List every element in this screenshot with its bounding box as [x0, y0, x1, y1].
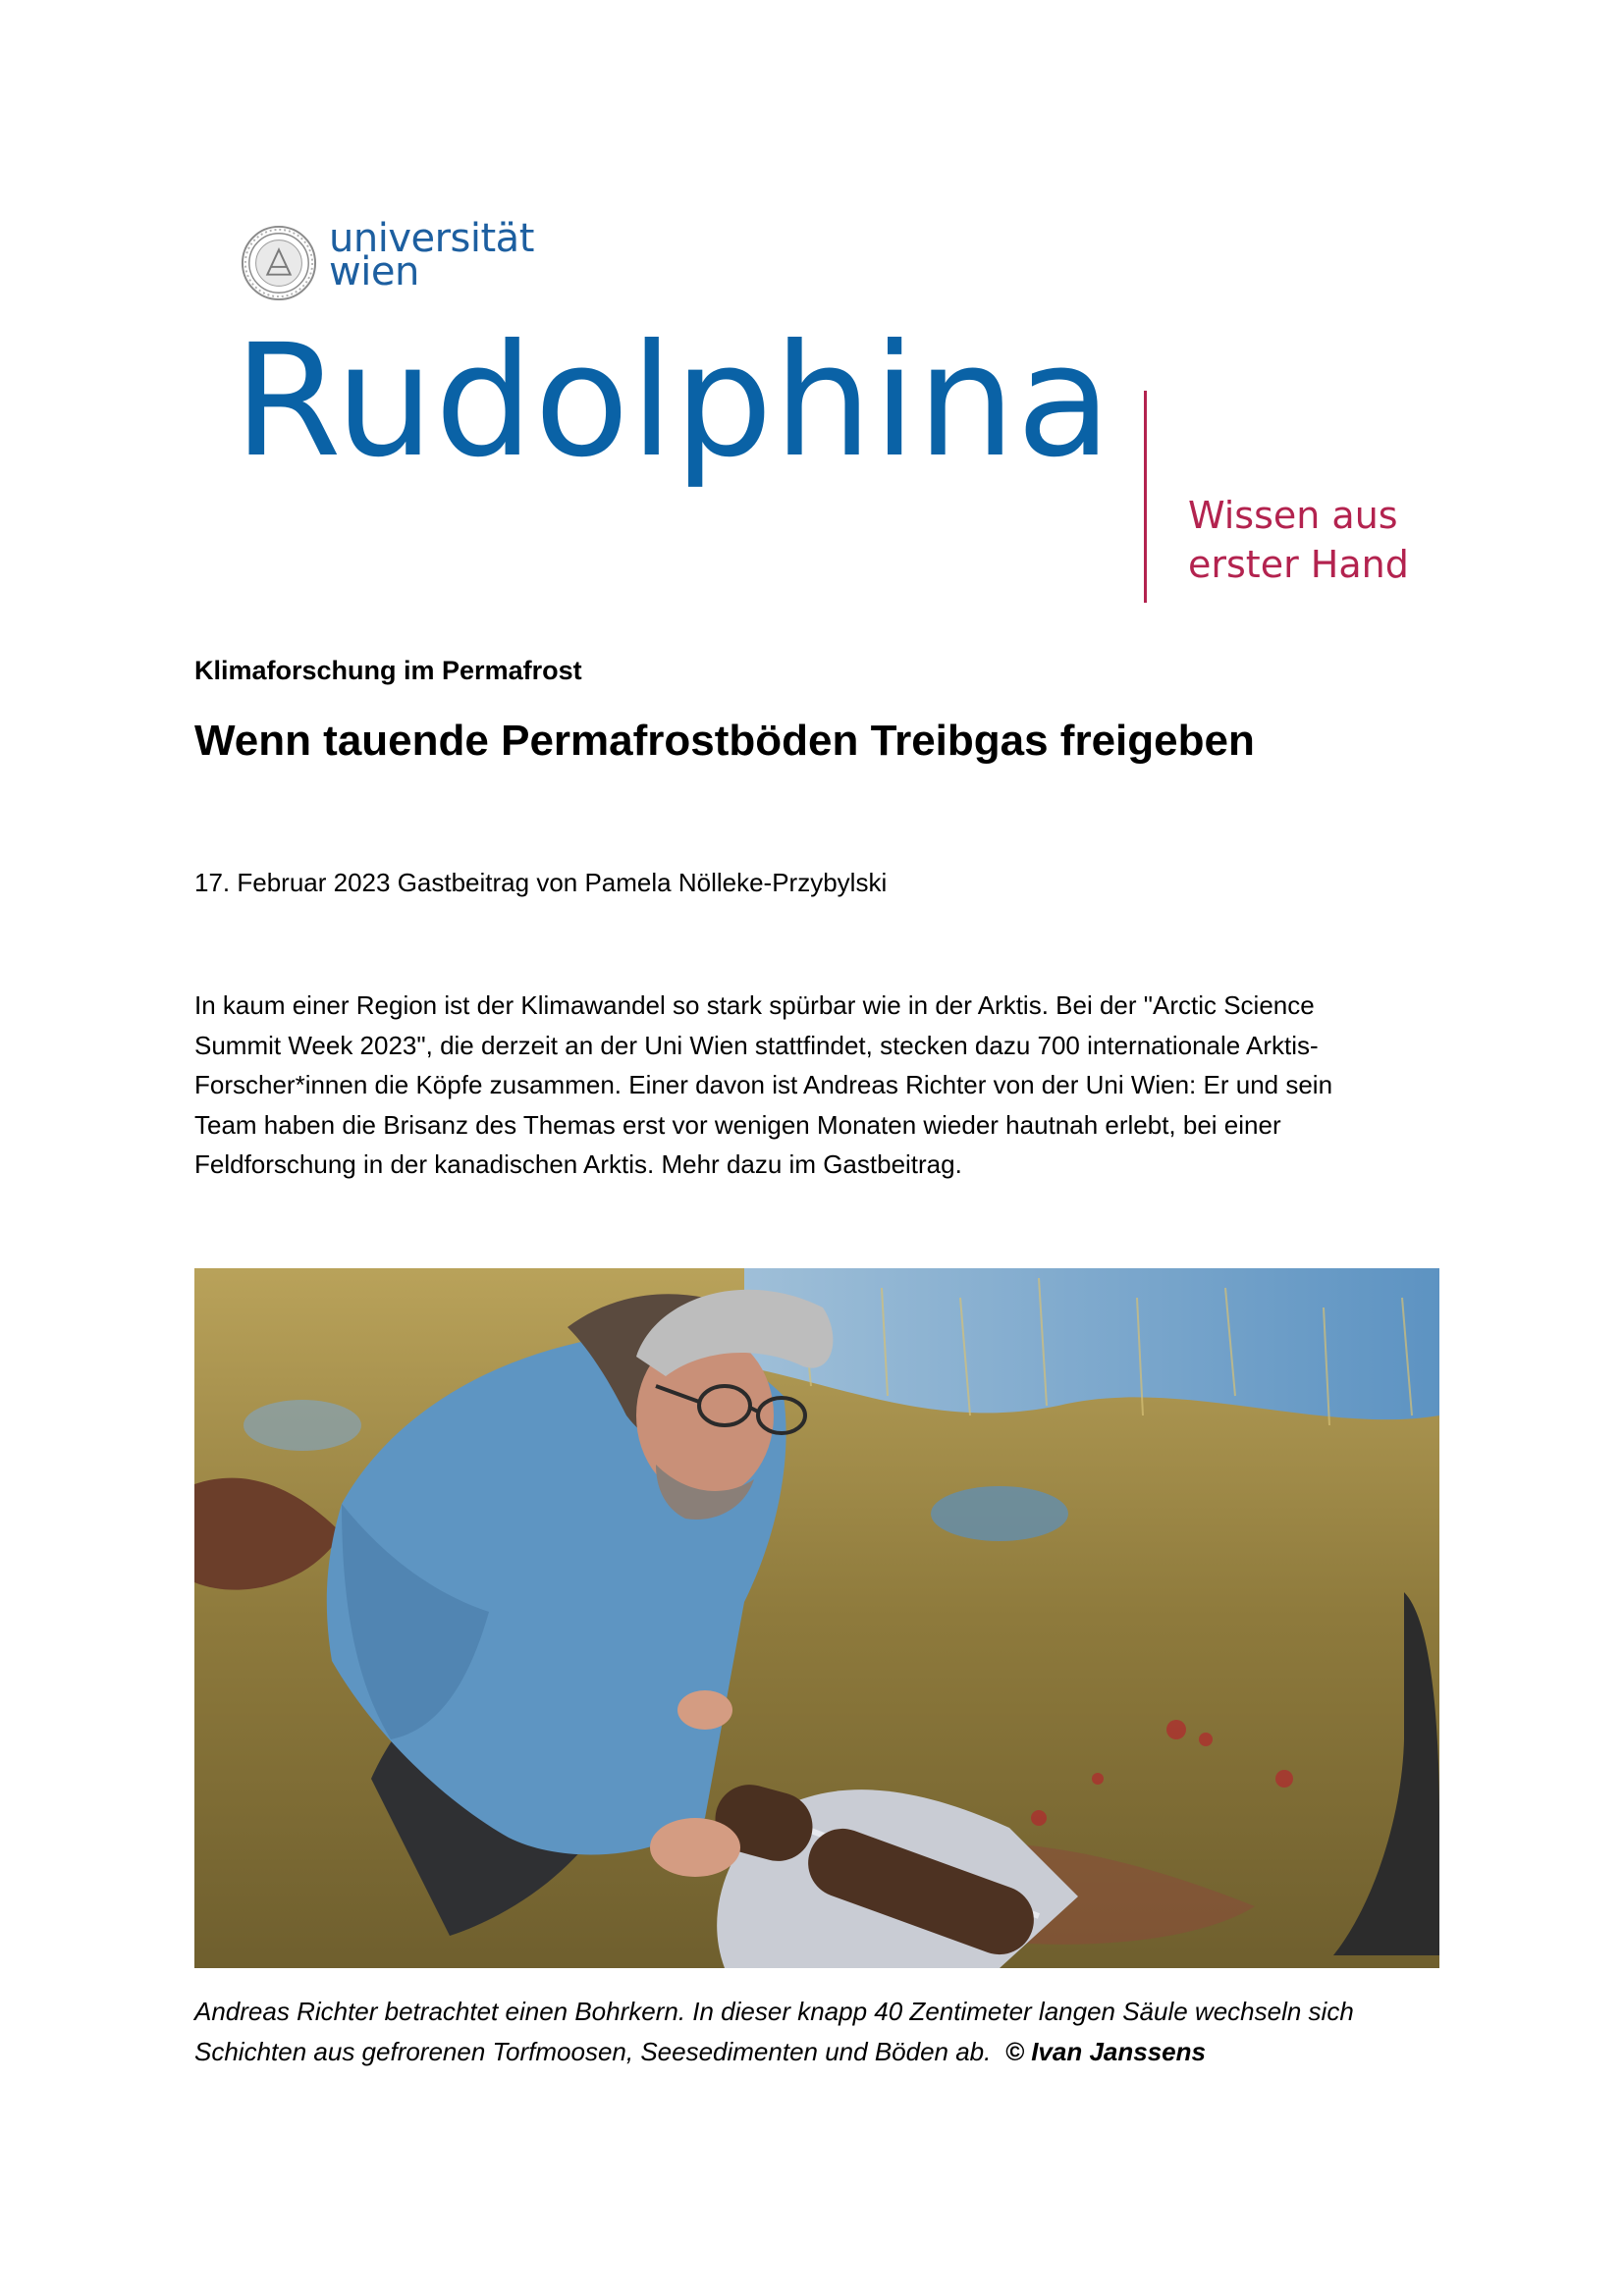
article-headline: Wenn tauende Permafrostböden Treibgas freigeben — [194, 717, 1255, 765]
caption-line-1: Andreas Richter betrachtet einen Bohrkern. In dieser knapp 40 Zentimeter langen Säule wechseln sich — [194, 1997, 1354, 2026]
lead-line: Summit Week 2023", die derzeit an der Uni Wien stattfindet, stecken dazu 700 internationale Arktis- — [194, 1030, 1319, 1060]
article-photo — [194, 1268, 1439, 1968]
caption-text: Schichten aus gefrorenen Torfmoosen, Seesedimenten und Böden ab. — [194, 2037, 992, 2066]
photo-credit: © Ivan Janssens — [1004, 2037, 1206, 2066]
rudolphina-wordmark: Rudolphina — [234, 311, 1112, 492]
photo-caption — [194, 1992, 1471, 2072]
article-byline: 17. Februar 2023 Gastbeitrag von Pamela Nölleke-Przybylski — [194, 868, 888, 897]
caption-line-2 — [194, 2032, 1471, 2072]
brand-divider — [1144, 391, 1147, 603]
logo-line-universitaet: universität — [329, 216, 534, 261]
article-lead — [194, 986, 1441, 1185]
brand-tagline — [1188, 491, 1409, 589]
logo-line-wien: wien — [329, 249, 419, 294]
tagline-line-2: erster Hand — [1188, 543, 1409, 586]
lead-line: In kaum einer Region ist der Klimawandel so stark spürbar wie in der Arktis. Bei der "Arctic Science — [194, 990, 1315, 1020]
university-logo — [241, 216, 555, 304]
tagline-line-1: Wissen aus — [1188, 494, 1398, 537]
university-seal-icon — [241, 225, 317, 301]
lead-line: Feldforschung in der kanadischen Arktis. Mehr dazu im Gastbeitrag. — [194, 1149, 962, 1179]
lead-line: Team haben die Brisanz des Themas erst vor wenigen Monaten wieder hautnah erlebt, bei einer — [194, 1109, 1281, 1140]
lead-line: Forscher*innen die Köpfe zusammen. Einer davon ist Andreas Richter von der Uni Wien: Er und sein — [194, 1070, 1333, 1099]
article-kicker: Klimaforschung im Permafrost — [194, 656, 582, 685]
researcher-photo-illustration — [194, 1268, 1439, 1968]
